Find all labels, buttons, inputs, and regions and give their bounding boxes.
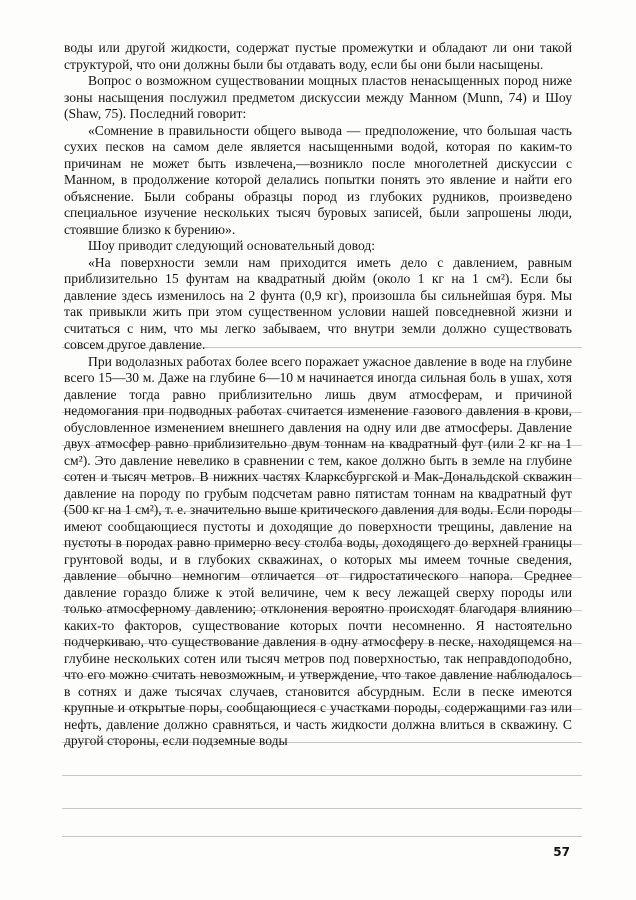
quote-paragraph: «На поверхности земли нам приходится иметь дело с давлением, равным приблизительно 15 фунтам на квадратный дюйм (около 1 кг на 1 см²). Если бы давление здесь изменилось на 2 фунта (0,9 кг), произошла бы сильнейшая буря. Мы так привыкли жить при этом существенном условии нашей повседневной жизни и считаться с ним, что мы легко забываем, что внутри земли должно существовать совсем другое давление. xyxy=(64,254,572,352)
paragraph: Шоу приводит следующий основательный довод: xyxy=(88,238,376,253)
page-number: 57 xyxy=(553,845,570,859)
body-text xyxy=(64,40,572,750)
quote-paragraph: «Сомнение в правильности общего вывода — предположение, что большая часть сухих песков на самом деле является насыщенными водой, которая по каким-то причинам не может быть извлечена,—возникло после многолетней дискуссии с Манном, в продолжение которой делались попытки понять это явление и найти его объяснение. Были собраны образцы пород из глубоких рудников, произведено специальное изучение нескольких тысяч буровых записей, были запрошены люди, стоявшие близко к бурению». xyxy=(64,122,572,237)
scan-line xyxy=(62,775,582,776)
paragraph: воды или другой жидкости, содержат пустые промежутки и обладают ли они такой структурой, что они должны были бы отдавать воду, если бы они были насыщены. xyxy=(64,40,572,72)
paragraph: Вопрос о возможном существовании мощных пластов ненасыщенных пород ниже зоны насыщения послужил предметом дискуссии между Манном (Munn, 74) и Шоу (Shaw, 75). Последний говорит: xyxy=(64,73,572,121)
scan-line xyxy=(62,808,582,809)
paragraph: При водолазных работах более всего поражает ужасное давление в воде на глубине всего 15—30 м. Даже на глубине 6—10 м начинается иногда сильная боль в ушах, хотя давление тогда равно приблизительно лишь двум атмосферам, и причиной недомогания при подводных работах считается изменение газового давления в крови, обусловленное изменением внешнего давления на одну или две атмосферы. Давление двух атмосфер равно приблизительно двум тоннам на квадратный фут (или 2 кг на 1 см²). Это давление невелико в сравнении с тем, какое должно быть в земле на глубине сотен и тысяч метров. В нижних частях Кларксбургской и Мак-Дональдской скважин давление на породу по грубым подсчетам равно пятистам тоннам на квадратный фут (500 кг на 1 см²), т. е. значительно выше критического давления для воды. Если породы имеют сообщающиеся пустоты и доходящие до поверхности трещины, давление на пустоты в породах равно примерно весу столба воды, доходящего до верхней границы грунтовой воды, и в глубоких скважинах, о которых мы имеем точные сведения, давление обычно немногим отличается от гидростатического напора. Среднее давление гораздо ближе к этой величине, чем к весу лежащей сверху породы или только атмосферному давлению; отклонения вероятно происходят благодаря влиянию каких-то факторов, существование которых почти несомненно. Я настоятельно подчеркиваю, что существование давления в одну атмосферу в песке, находящемся на глубине нескольких сотен или тысяч метров под поверхностью, так неправдоподобно, что его можно считать невозможным, и утверждение, что такое давление наблюдалось в сотнях и даже тысячах случаев, становится абсурдным. Если в песке имеются крупные и открытые поры, сообщающиеся с участками породы, содержащими газ или нефть, давление должно сравняться, и часть жидкости должна влиться в скважину. С другой стороны, если подземные воды xyxy=(64,353,572,748)
scan-line xyxy=(62,836,582,837)
